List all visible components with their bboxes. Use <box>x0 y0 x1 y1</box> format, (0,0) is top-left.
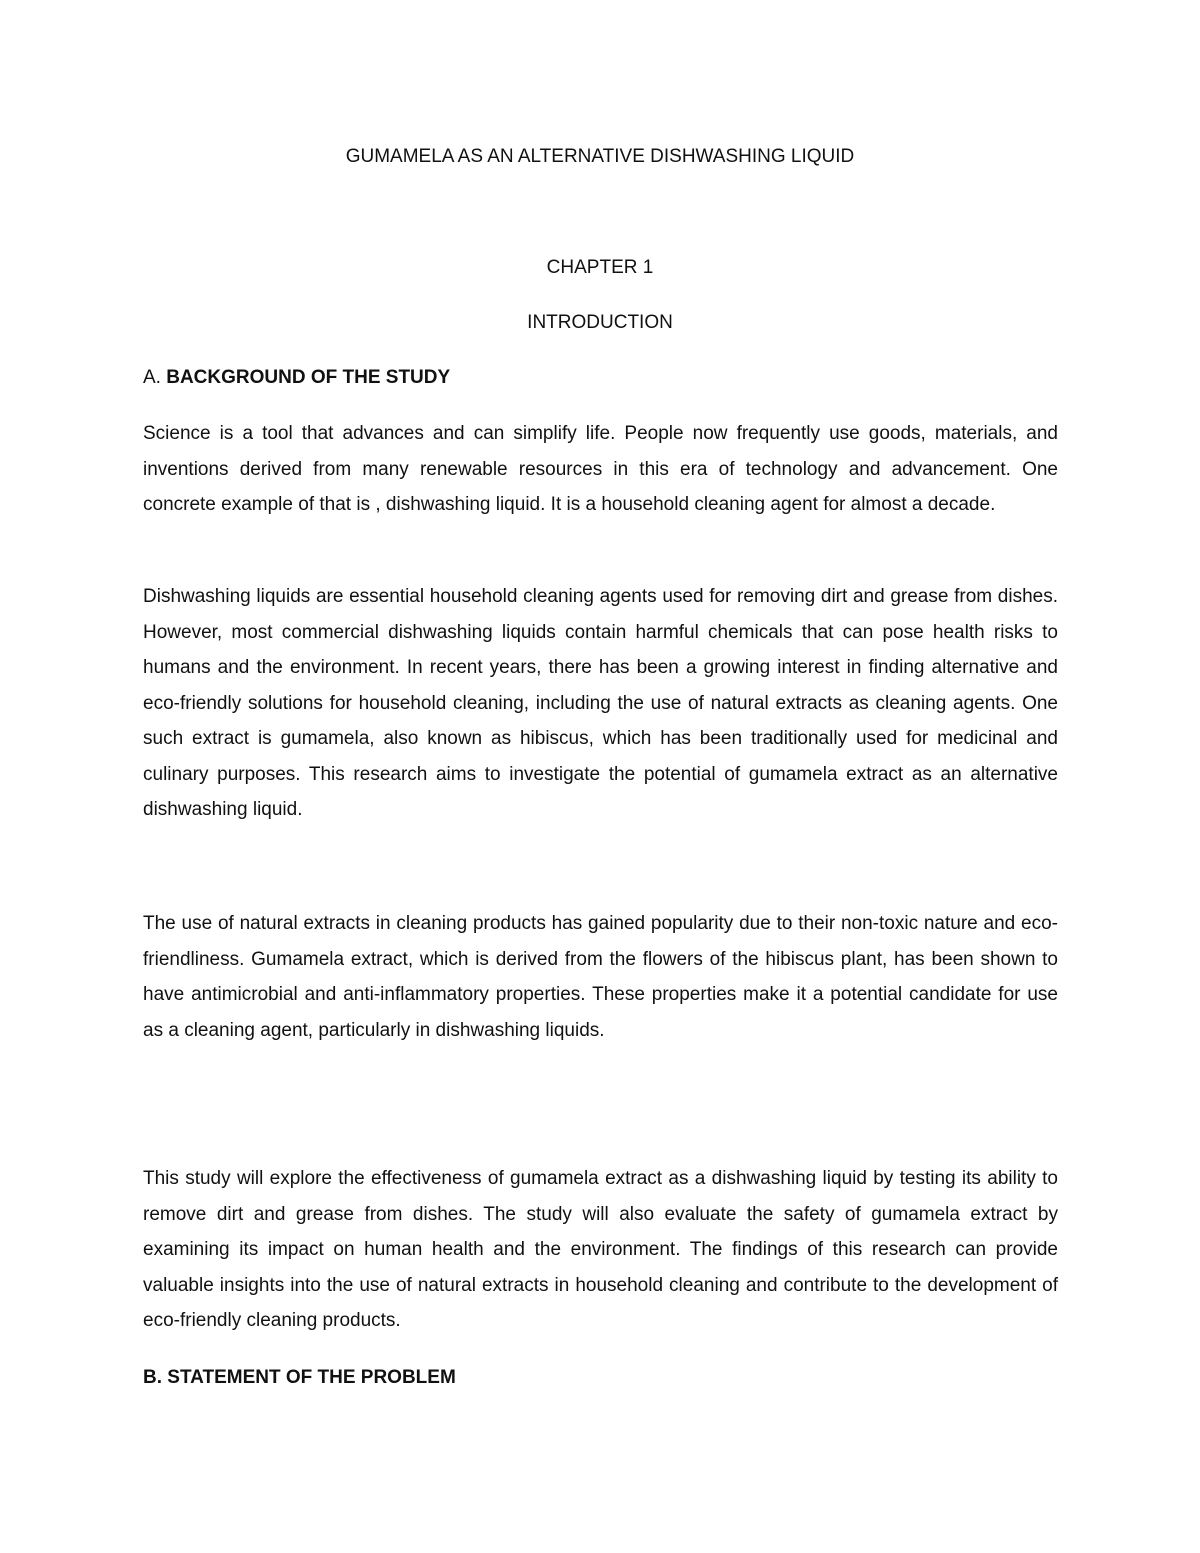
heading-a-text: BACKGROUND OF THE STUDY <box>166 367 451 388</box>
section-title: INTRODUCTION <box>527 312 673 333</box>
document-title: GUMAMELA AS AN ALTERNATIVE DISHWASHING LIQUID <box>345 146 855 167</box>
paragraph-1: Science is a tool that advances and can simplify life. People now frequently use goods, materials, and inventions derived from many renewable resources in this era of technology and advancement. One concrete example of that is , dishwashing liquid. It is a household cleaning agent for almost a decade. <box>143 423 1058 515</box>
heading-background-of-study <box>143 366 450 390</box>
heading-a-prefix: A. <box>143 367 167 388</box>
paragraph-3: The use of natural extracts in cleaning products has gained popularity due to their non-toxic nature and eco-friendliness. Gumamela extract, which is derived from the flowers of the hibiscus plant, has been shown to have antimicrobial and anti-inflammatory properties. These properties make it a potential candidate for use as a cleaning agent, particularly in dishwashing liquids. <box>143 913 1058 1041</box>
paragraph-2: Dishwashing liquids are essential household cleaning agents used for removing dirt and grease from dishes. However, most commercial dishwashing liquids contain harmful chemicals that can pose health risks to humans and the environment. In recent years, there has been a growing interest in finding alternative and eco-friendly solutions for household cleaning, including the use of natural extracts as cleaning agents. One such extract is gumamela, also known as hibiscus, which has been traditionally used for medicinal and culinary purposes. This research aims to investigate the potential of gumamela extract as an alternative dishwashing liquid. <box>143 586 1058 820</box>
heading-statement-of-problem: B. STATEMENT OF THE PROBLEM <box>143 1367 456 1388</box>
paragraph-4: This study will explore the effectiveness of gumamela extract as a dishwashing liquid by testing its ability to remove dirt and grease from dishes. The study will also evaluate the safety of gumamela extract by examining its impact on human health and the environment. The findings of this research can provide valuable insights into the use of natural extracts in household cleaning and contribute to the development of eco-friendly cleaning products. <box>143 1168 1058 1331</box>
chapter-label: CHAPTER 1 <box>546 257 654 278</box>
